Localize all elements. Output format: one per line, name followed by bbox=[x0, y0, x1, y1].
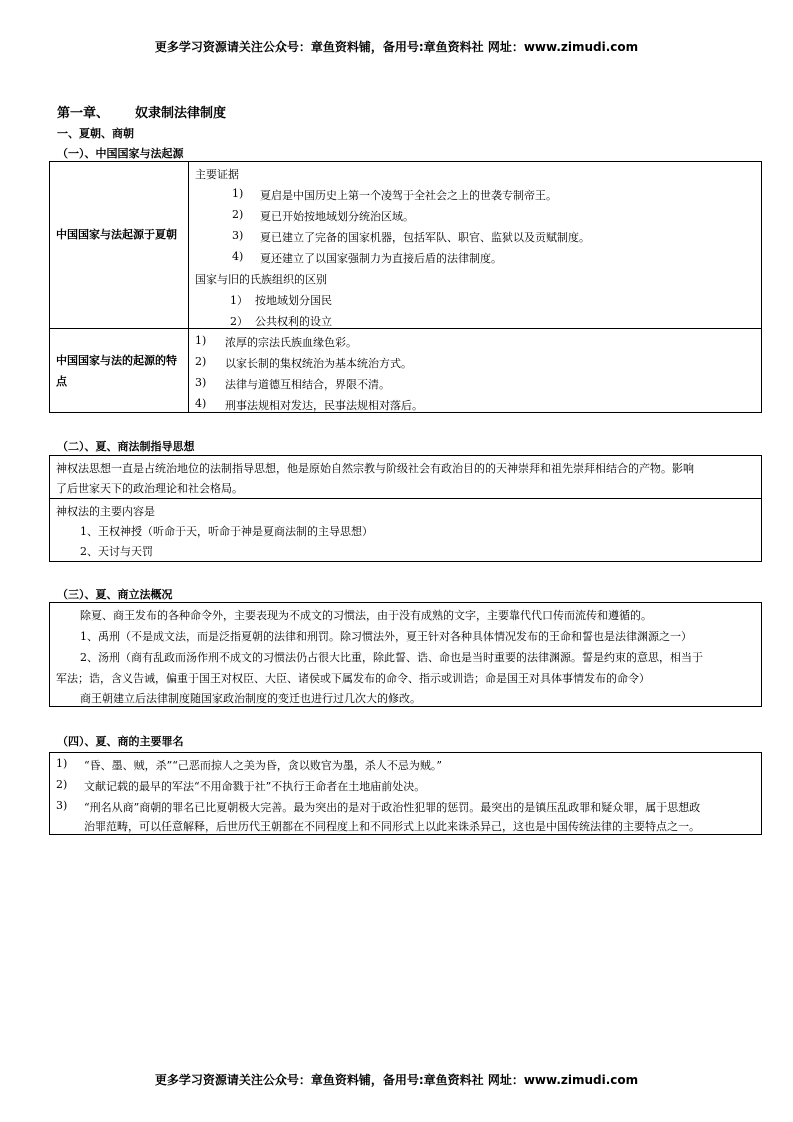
chapter-name: 奴隶制法律制度 bbox=[135, 106, 227, 121]
list-number: 4) bbox=[232, 250, 244, 263]
list-number: 2) bbox=[232, 208, 244, 221]
row-label-origin: 中国国家与法起源于夏朝 bbox=[56, 228, 177, 241]
list-item: 刑事法规相对发达，民事法规相对落后。 bbox=[225, 399, 423, 412]
list-item: 夏已建立了完备的国家机器，包括军队、职官、监狱以及贡赋制度。 bbox=[260, 231, 590, 244]
section-heading-4: （四）、夏、商的主要罪名 bbox=[57, 735, 184, 748]
list-item: 法律与道德互相结合，界限不清。 bbox=[225, 378, 390, 391]
list-number: 2) bbox=[195, 355, 207, 368]
list-number: 3) bbox=[195, 376, 207, 389]
section-heading-1: （一）、中国国家与法起源 bbox=[57, 147, 184, 160]
paragraph-line: 商王朝建立后法律制度随国家政治制度的变迁也进行过几次大的修改。 bbox=[80, 692, 421, 705]
origin-table bbox=[49, 161, 762, 413]
list-item: “刑名从商”商朝的罪名已比夏朝极大完善。最为突出的是对于政治性犯罪的惩罚。最突出的是镇压乱政罪和疑众罪，属于思想政 bbox=[84, 801, 701, 814]
list-number: 1) bbox=[56, 757, 68, 770]
list-number: 4) bbox=[195, 397, 207, 410]
ideology-box bbox=[49, 455, 762, 562]
list-item: 以家长制的集权统治为基本统治方式。 bbox=[225, 357, 412, 370]
list-item-continued: 治罪范畴，可以任意解释，后世历代王朝都在不同程度上和不同形式上以此来诛杀异己，这也是中国传统法律的主要特点之一。 bbox=[84, 820, 700, 833]
list-number: 3) bbox=[56, 799, 68, 812]
list-item: 浓厚的宗法氏族血缘色彩。 bbox=[225, 336, 357, 349]
list-item: 夏启是中国历史上第一个凌驾于全社会之上的世袭专制帝王。 bbox=[260, 189, 557, 202]
list-number: 1) bbox=[195, 334, 207, 347]
row-divider bbox=[50, 498, 761, 499]
part-heading: 一、夏朝、商朝 bbox=[57, 127, 134, 140]
paragraph-line: 2、汤刑（商有乱政而汤作刑不成文的习惯法仍占很大比重，除此誓、诰、命也是当时重要的法律渊源。誓是约束的意思，相当于 bbox=[80, 651, 703, 664]
paragraph-line: 军法；诰，含义告诫，偏重于国王对权臣、大臣、诸侯或下属发布的命令、指示或训诰；命是国王对具体事情发布的命令） bbox=[56, 672, 650, 685]
page-footer: 更多学习资源请关注公众号：章鱼资料铺，备用号:章鱼资料社 网址：www.zimudi.com bbox=[154, 1073, 639, 1087]
list-number: 2） bbox=[230, 315, 248, 328]
section-heading-2: （二）、夏、商法制指导思想 bbox=[57, 440, 195, 453]
list-number: 1） bbox=[230, 294, 248, 307]
list-item: 1、王权神授（听命于天，听命于神是夏商法制的主导思想） bbox=[80, 525, 373, 538]
chapter-title bbox=[57, 102, 226, 121]
list-item: “昏、墨、贼，杀”“己恶而掠人之美为昏，贪以败官为墨，杀人不忌为贼。” bbox=[84, 759, 442, 772]
list-item: 公共权利的设立 bbox=[255, 315, 332, 328]
chapter-number: 第一章、 bbox=[57, 106, 110, 121]
row-label-features: 中国国家与法的起源的特点 bbox=[56, 354, 177, 388]
paragraph-line: 除夏、商王发布的各种命令外，主要表现为不成文的习惯法，由于没有成熟的文字，主要靠代代口传而流传和遵循的。 bbox=[80, 609, 652, 622]
list-item: 夏还建立了以国家强制力为直接后盾的法律制度。 bbox=[260, 252, 502, 265]
list-number: 2) bbox=[56, 778, 68, 791]
section-heading-3: （三）、夏、商立法概况 bbox=[57, 588, 173, 601]
list-item: 2、天讨与天罚 bbox=[80, 545, 153, 558]
paragraph-line: 神权法的主要内容是 bbox=[56, 505, 155, 518]
evidence-intro: 主要证据 bbox=[195, 168, 239, 181]
paragraph-line: 神权法思想一直是占统治地位的法制指导思想，他是原始自然宗教与阶级社会有政治目的的天神崇拜和祖先崇拜相结合的产物。影响 bbox=[56, 462, 694, 475]
list-item: 夏已开始按地域划分统治区域。 bbox=[260, 210, 414, 223]
difference-intro: 国家与旧的氏族组织的区别 bbox=[195, 273, 327, 286]
column-divider bbox=[188, 162, 189, 412]
list-item: 按地域划分国民 bbox=[255, 294, 332, 307]
page-header: 更多学习资源请关注公众号：章鱼资料铺，备用号:章鱼资料社 网址：www.zimudi.com bbox=[154, 40, 639, 54]
paragraph-line: 了后世家天下的政治理论和社会格局。 bbox=[56, 482, 243, 495]
list-number: 3) bbox=[232, 229, 244, 242]
crimes-box bbox=[49, 752, 762, 835]
list-number: 1) bbox=[232, 187, 244, 200]
legislation-box bbox=[49, 602, 762, 707]
list-item: 文献记载的最早的军法“不用命戮于社”不执行王命者在土地庙前处决。 bbox=[84, 780, 426, 793]
row-divider bbox=[50, 328, 761, 329]
paragraph-line: 1、禹刑（不是成文法，而是泛指夏朝的法律和刑罚。除习惯法外，夏王针对各种具体情况发布的王命和誓也是法律渊源之一） bbox=[80, 630, 692, 643]
